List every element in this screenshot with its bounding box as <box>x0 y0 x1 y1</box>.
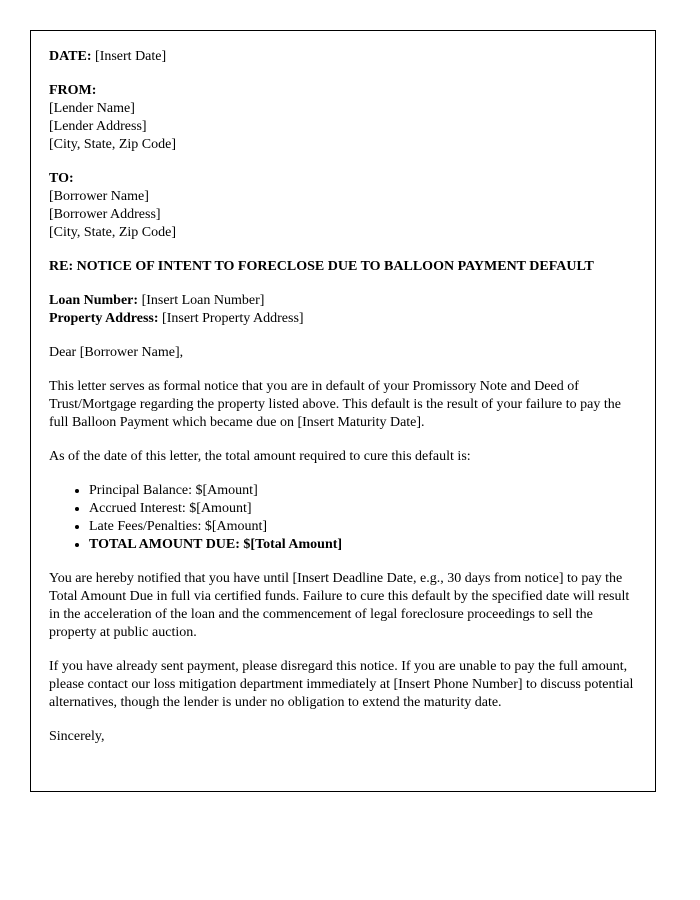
from-block <box>49 82 635 154</box>
paragraph-mitigation: If you have already sent payment, please disregard this notice. If you are unable to pay the full amount, please contact our loss mitigation department immediately at [Insert Phone Number] to discuss potential alternatives, though the lender is under no obligation to extend the maturity date. <box>49 659 634 710</box>
total-amount-due-item: • TOTAL AMOUNT DUE: $[Total Amount] <box>89 536 635 554</box>
principal-balance-item: • Principal Balance: $[Amount] <box>89 482 635 500</box>
property-address-line <box>49 310 635 328</box>
loan-number-value: [Insert Loan Number] <box>141 293 265 308</box>
paragraph-default-notice: This letter serves as formal notice that you are in default of your Promissory Note and Deed of Trust/Mortgage regarding the property listed above. This default is the result of your failure to pay the full Balloon Payment which became due on [Insert Maturity Date]. <box>49 379 621 430</box>
late-fees-item: • Late Fees/Penalties: $[Amount] <box>89 518 635 536</box>
amount-list <box>49 482 635 554</box>
date-line <box>49 48 635 66</box>
property-address-label: Property Address: <box>49 311 159 326</box>
foreclosure-notice-letter <box>30 30 656 792</box>
accrued-interest-item: • Accrued Interest: $[Amount] <box>89 500 635 518</box>
borrower-address: [Borrower Address] <box>49 207 161 222</box>
lender-city-state-zip: [City, State, Zip Code] <box>49 137 177 152</box>
date-label: DATE: <box>49 49 92 64</box>
date-value: [Insert Date] <box>95 49 167 64</box>
subject-line: RE: NOTICE OF INTENT TO FORECLOSE DUE TO BALLOON PAYMENT DEFAULT <box>49 259 594 274</box>
loan-info-block <box>49 292 635 328</box>
borrower-name: [Borrower Name] <box>49 189 149 204</box>
property-address-value: [Insert Property Address] <box>162 311 304 326</box>
salutation: Dear [Borrower Name], <box>49 345 184 360</box>
to-block <box>49 170 635 242</box>
lender-name: [Lender Name] <box>49 101 135 116</box>
loan-number-label: Loan Number: <box>49 293 139 308</box>
from-label: FROM: <box>49 83 97 98</box>
lender-address: [Lender Address] <box>49 119 147 134</box>
loan-number-line <box>49 292 635 310</box>
paragraph-deadline: You are hereby notified that you have until [Insert Deadline Date, e.g., 30 days from notice] to pay the Total Amount Due in full via certified funds. Failure to cure this default by the specified date will result in the acceleration of the loan and the commencement of legal foreclosure proceedings to sell the property at public auction. <box>49 571 630 640</box>
to-label: TO: <box>49 171 74 186</box>
paragraph-cure-intro: As of the date of this letter, the total amount required to cure this default is: <box>49 449 471 464</box>
borrower-city-state-zip: [City, State, Zip Code] <box>49 225 177 240</box>
closing: Sincerely, <box>49 729 105 744</box>
